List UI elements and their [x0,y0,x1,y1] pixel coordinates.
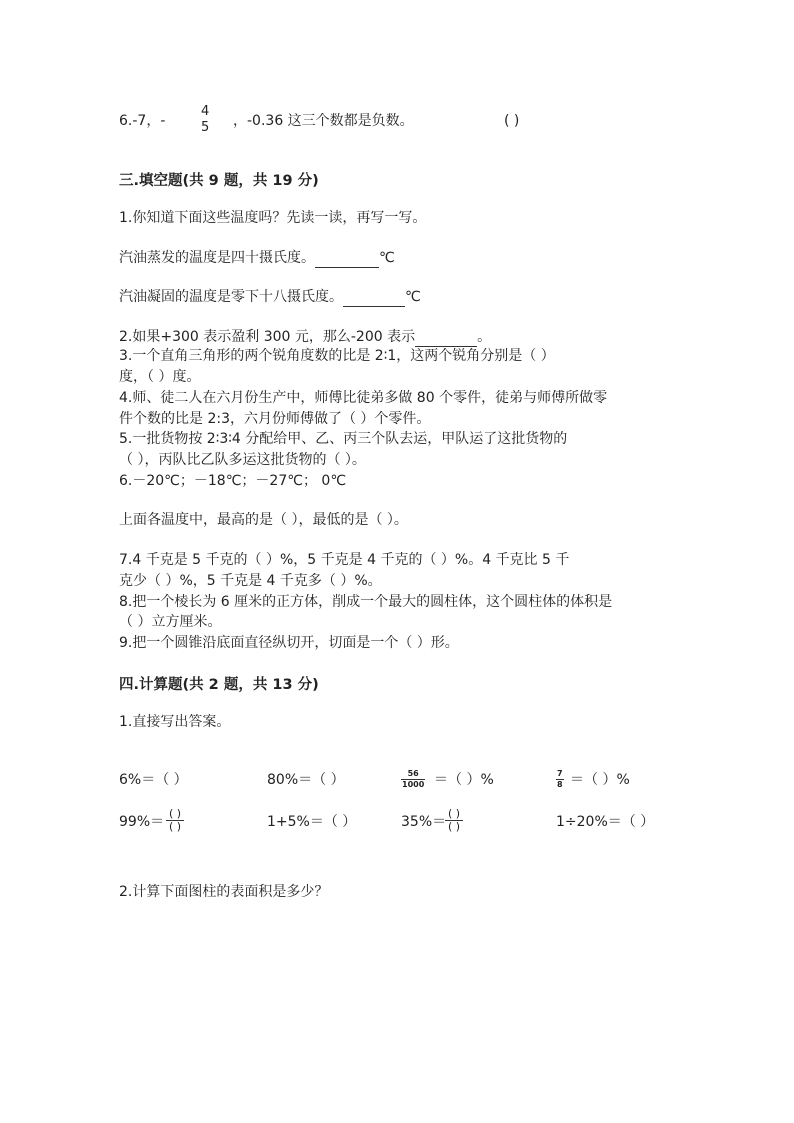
section-3-title: 三.填空题(共 9 题，共 19 分) [119,173,319,189]
fill-q1b-unit: ℃ [405,289,421,305]
calc-r1c4-fraction [556,769,564,790]
fill-q1: 1.你知道下面这些温度吗？先读一读，再写一写。 [119,210,427,226]
fill-q2-end: 。 [477,329,492,345]
q6-fraction-numerator: 4 [201,104,210,119]
calc-r2c4[interactable]: 1÷20%＝（ ） [556,814,655,830]
fill-q3-line1: 3.一个直角三角形的两个锐角度数的比是 2∶1，这两个锐角分别是（ ） [119,348,555,364]
q6-fraction [199,104,211,136]
q6-prefix: 6.-7，- [119,113,166,129]
fill-q1a [119,248,395,268]
fill-q4-line2: 件个数的比是 2:3，六月份师傅做了（ ）个零件。 [119,411,431,427]
fill-q1a-unit: ℃ [379,250,395,266]
fill-q7-line1: 7.4 千克是 5 千克的（ ）%，5 千克是 4 千克的（ ）%。4 千克比 5 千 [119,552,570,568]
calc-r1c3-denominator: 1000 [402,780,425,789]
fill-q7-line2: 克少（ ）%，5 千克是 4 千克多（ ）%。 [119,573,382,589]
fill-q3-line2: 度，（ ）度。 [119,369,201,385]
calc-r1c4-denominator: 8 [557,780,563,789]
fill-q8-line2: （ ）立方厘米。 [119,614,222,630]
fill-q2 [119,327,491,347]
fill-q8-line1: 8.把一个棱长为 6 厘米的正方体，削成一个最大的圆柱体，这个圆柱体的体积是 [119,594,613,610]
calc-r1c2[interactable]: 80%＝（ ） [267,772,345,788]
calc-r2c3-denominator: ( ) [448,820,461,833]
fill-q1b-blank[interactable] [343,290,405,307]
q6-suffix: ，-0.36 这三个数都是负数。 [233,113,414,129]
q6-fraction-denominator: 5 [201,120,210,135]
fill-q2-blank[interactable] [415,330,477,347]
fill-q1b [119,287,421,307]
calc-r1c3-rest[interactable]: ＝（ ）% [434,772,494,788]
calc-r2c3-prefix: 35%＝ [401,814,447,830]
fill-q9: 9.把一个圆锥沿底面直径纵切开，切面是一个（ ）形。 [119,635,459,651]
calc-q2: 2.计算下面图柱的表面积是多少？ [119,884,329,900]
calc-r1c4-numerator: 7 [557,769,563,778]
fill-q5-line2: （ ），丙队比乙队多运这批货物的（ ）。 [119,452,366,468]
fill-q5-line1: 5.一批货物按 2∶3∶4 分配给甲、乙、丙三个队去运，甲队运了这批货物的 [119,431,568,447]
calc-r2c3-numerator: ( ) [445,808,463,821]
calc-r1c1[interactable]: 6%＝（ ） [119,772,188,788]
calc-r2c2[interactable]: 1+5%＝（ ） [267,814,357,830]
fill-q1a-text: 汽油蒸发的温度是四十摄氏度。 [119,250,315,266]
calc-r1c4-rest[interactable]: ＝（ ）% [570,772,630,788]
fill-q1a-blank[interactable] [315,251,379,268]
calc-r2c3-fraction[interactable] [445,808,463,833]
calc-r1c3-fraction [401,769,425,790]
fill-q6-line1: 6.－20℃；－18℃；－27℃； 0℃ [119,473,347,489]
fill-q6-line2: 上面各温度中，最高的是（ ），最低的是（ ）。 [119,512,408,528]
calc-r2c1-prefix: 99%＝ [119,814,165,830]
fill-q1b-text: 汽油凝固的温度是零下十八摄氏度。 [119,289,343,305]
fill-q2-text: 2.如果+300 表示盈利 300 元，那么-200 表示 [119,329,416,345]
section-4-title: 四.计算题(共 2 题，共 13 分) [119,677,319,693]
calc-r2c1-denominator: ( ) [169,820,182,833]
fill-q4-line1: 4.师、徒二人在六月份生产中，师傅比徒弟多做 80 个零件，徒弟与师傅所做零 [119,390,608,406]
q6-answer-paren[interactable]: ( ) [504,113,520,129]
calc-q1: 1.直接写出答案。 [119,714,231,730]
calc-r1c3-numerator: 56 [401,769,425,780]
calc-r2c1-numerator: ( ) [166,808,184,821]
calc-r2c1-fraction[interactable] [166,808,184,833]
